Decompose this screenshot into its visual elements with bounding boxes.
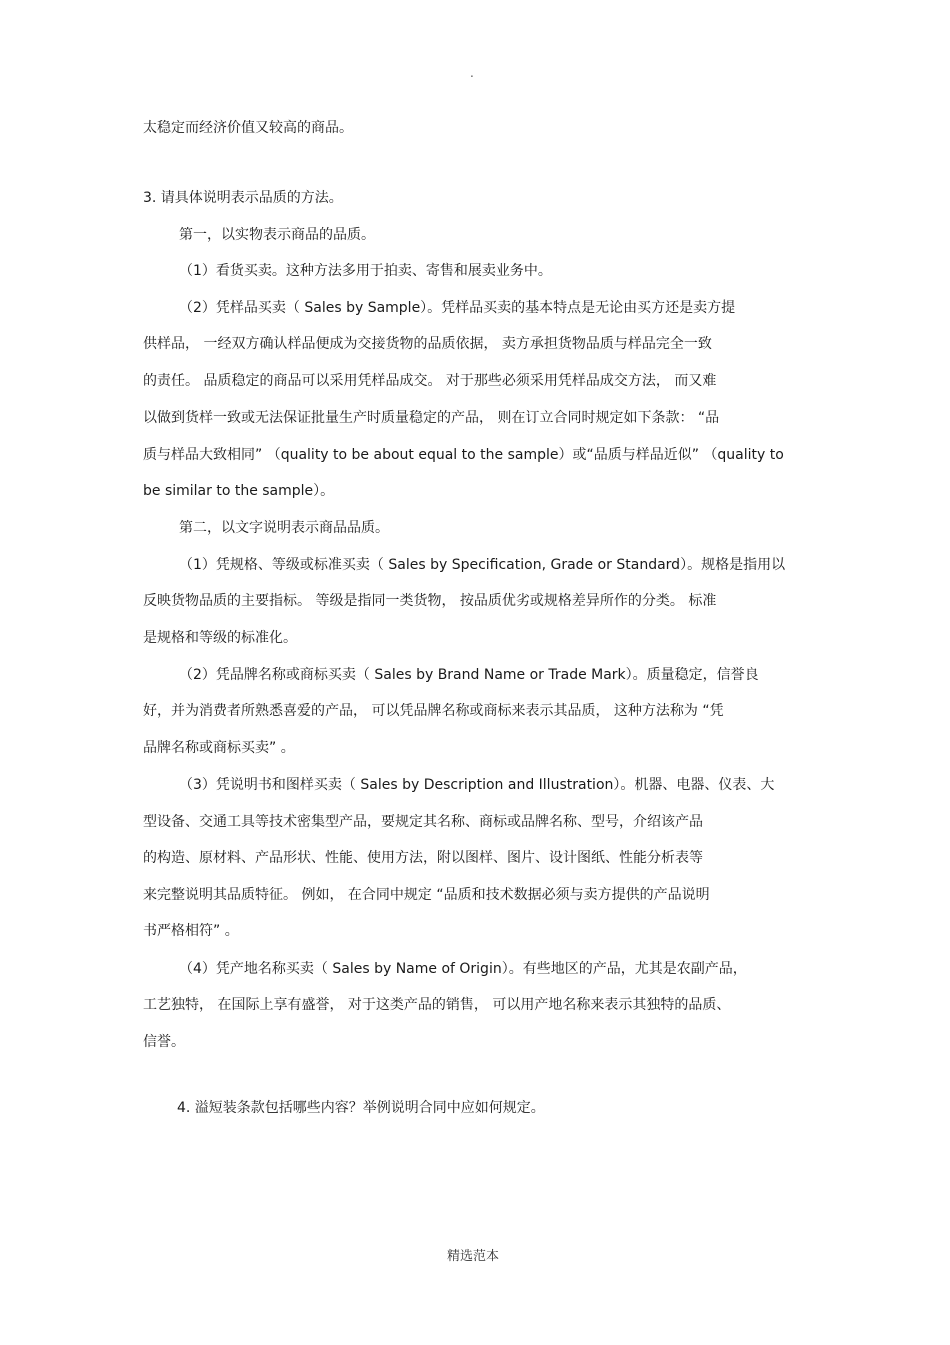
text-line: be similar to the sample）。	[143, 483, 335, 499]
text-line: 以做到货样一致或无法保证批量生产时质量稳定的产品， 则在订立合同时规定如下条款： “品	[143, 410, 720, 426]
text-line: 反映货物品质的主要指标。 等级是指同一类货物， 按品质优劣或规格差异所作的分类。 标准	[143, 593, 717, 609]
text-line: （2）凭品牌名称或商标买卖（ Sales by Brand Name or Trade Mark）。质量稳定，信誉良	[179, 667, 759, 683]
text-line: 太稳定而经济价值又较高的商品。	[143, 120, 353, 136]
text-line: （3）凭说明书和图样买卖（ Sales by Description and Illustration）。机器、电器、仪表、大	[179, 777, 775, 793]
text-line: （1）看货买卖。这种方法多用于拍卖、寄售和展卖业务中。	[179, 263, 552, 279]
text-line: 质与样品大致相同” （quality to be about equal to the sample）或“品质与样品近似” （quality to	[143, 447, 784, 463]
text-line: 书严格相符” 。	[143, 923, 239, 939]
question-heading: 4. 溢短装条款包括哪些内容？举例说明合同中应如何规定。	[177, 1100, 545, 1116]
header-dot: .	[470, 66, 474, 80]
text-line: 的构造、原材料、产品形状、性能、使用方法，附以图样、图片、设计图纸、性能分析表等	[143, 850, 703, 866]
text-line: （1）凭规格、等级或标准买卖（ Sales by Specification, Grade or Standard）。规格是指用以	[179, 557, 786, 573]
text-line: 的责任。 品质稳定的商品可以采用凭样品成交。 对于那些必须采用凭样品成交方法， 而又难	[143, 373, 717, 389]
text-line: 工艺独特， 在国际上享有盛誉， 对于这类产品的销售， 可以用产地名称来表示其独特的品质、	[143, 997, 731, 1013]
section-heading: 第一，以实物表示商品的品质。	[179, 227, 375, 243]
text-line: 是规格和等级的标准化。	[143, 630, 297, 646]
text-line: 信誉。	[143, 1034, 185, 1050]
question-heading: 3. 请具体说明表示品质的方法。	[143, 190, 343, 206]
text-line: 型设备、交通工具等技术密集型产品，要规定其名称、商标或品牌名称、型号，介绍该产品	[143, 814, 703, 830]
text-line: （4）凭产地名称买卖（ Sales by Name of Origin）。有些地区的产品，尤其是农副产品，	[179, 961, 747, 977]
text-line: 品牌名称或商标买卖” 。	[143, 740, 295, 756]
text-line: （2）凭样品买卖（ Sales by Sample）。凭样品买卖的基本特点是无论由买方还是卖方提	[179, 300, 736, 316]
text-line: 来完整说明其品质特征。 例如， 在合同中规定 “品质和技术数据必须与卖方提供的产品说明	[143, 887, 710, 903]
page-footer: 精选范本	[447, 1249, 500, 1264]
text-line: 好，并为消费者所熟悉喜爱的产品， 可以凭品牌名称或商标来表示其品质， 这种方法称为 “凭	[143, 703, 724, 719]
text-line: 供样品， 一经双方确认样品便成为交接货物的品质依据， 卖方承担货物品质与样品完全一致	[143, 336, 712, 352]
section-heading: 第二，以文字说明表示商品品质。	[179, 520, 389, 536]
